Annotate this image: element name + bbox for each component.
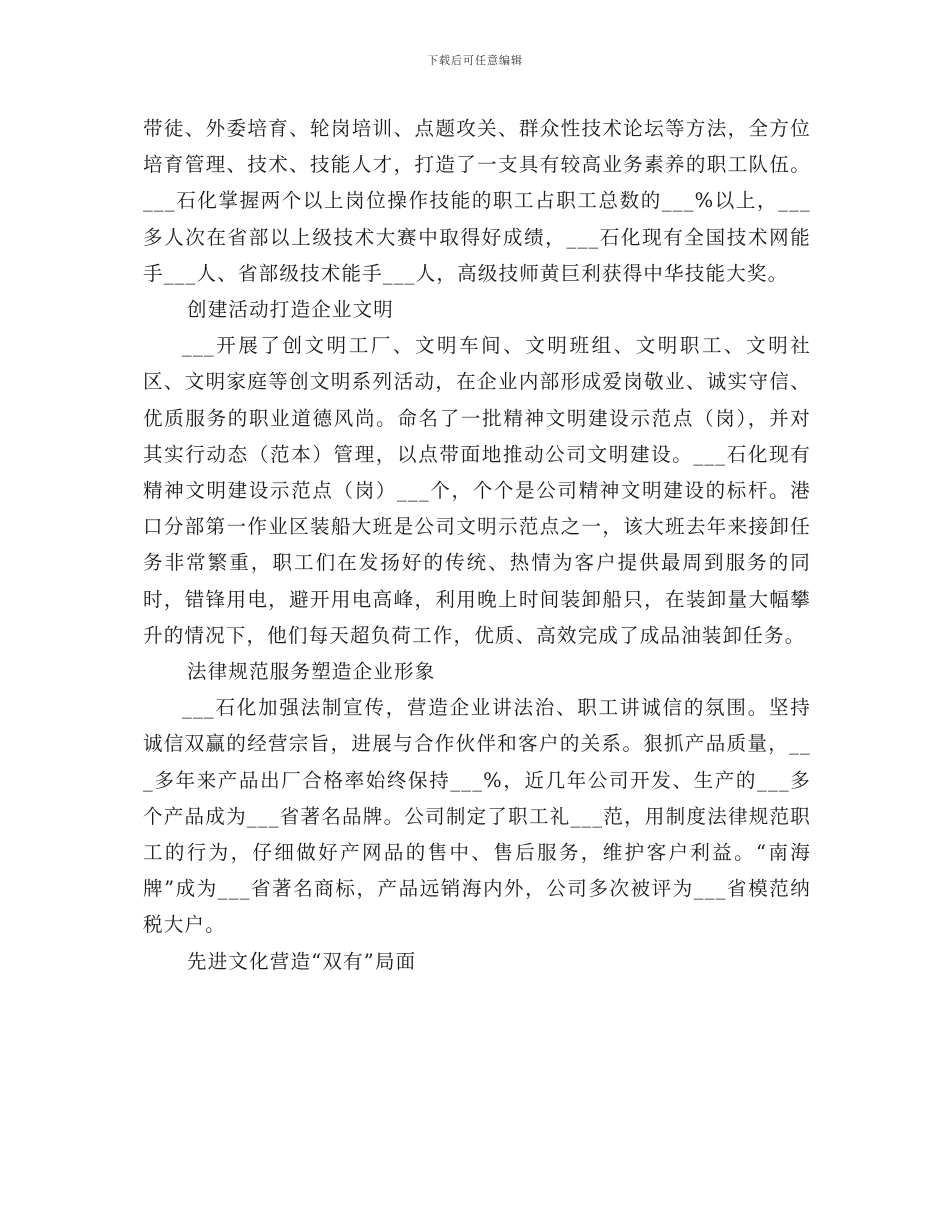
- paragraph-legal-service: ___石化加强法制宣传，营造企业讲法治、职工讲诚信的氛围。坚持诚信双赢的经营宗旨，进展与合作伙伴和客户的关系。狠抓产品质量，___多年来产品出厂合格率始终保持___%，近几年公司开发、生产的___多个产品成为___省著名品牌。公司制定了职工礼___范，用制度法律规范职工的行为，仔细做好产网品的售中、售后服务，维护客户利益。“南海牌”成为___省著名商标，产品远销海内外，公司多次被评为___省模范纳税大户。: [143, 696, 811, 937]
- document-body: [143, 111, 811, 980]
- page-header: 下载后可任意编辑: [427, 54, 523, 67]
- section-heading-legal-service: 法律规范服务塑造企业形象: [187, 660, 436, 684]
- paragraph-civilization-activities: ___开展了创文明工厂、文明车间、文明班组、文明职工、文明社区、文明家庭等创文明系列活动，在企业内部形成爱岗敬业、诚实守信、优质服务的职业道德风尚。命名了一批精神文明建设示范点（岗），并对其实行动态（范本）管理，以点带面地推动公司文明建设。___石化现有精神文明建设示范点（岗）___个，个个是公司精神文明建设的标杆。港口分部第一作业区装船大班是公司文明示范点之一，该大班去年来接卸任务非常繁重，职工们在发扬好的传统、热情为客户提供最周到服务的同时，错锋用电，避开用电高峰，利用晚上时间装卸船只，在装卸量大幅攀升的情况下，他们每天超负荷工作，优质、高效完成了成品油装卸任务。: [143, 334, 811, 647]
- paragraph-talent-training: 带徒、外委培育、轮岗培训、点题攻关、群众性技术论坛等方法，全方位培育管理、技术、技能人才，打造了一支具有较高业务素养的职工队伍。___石化掌握两个以上岗位操作技能的职工占职工总数的___%以上，___多人次在省部以上级技术大赛中取得好成绩，___石化现有全国技术网能手___人、省部级技术能手___人，高级技师黄巨利获得中华技能大奖。: [143, 117, 811, 285]
- section-heading-advanced-culture: 先进文化营造“双有”局面: [187, 949, 417, 973]
- section-heading-civilization: 创建活动打造企业文明: [187, 298, 395, 322]
